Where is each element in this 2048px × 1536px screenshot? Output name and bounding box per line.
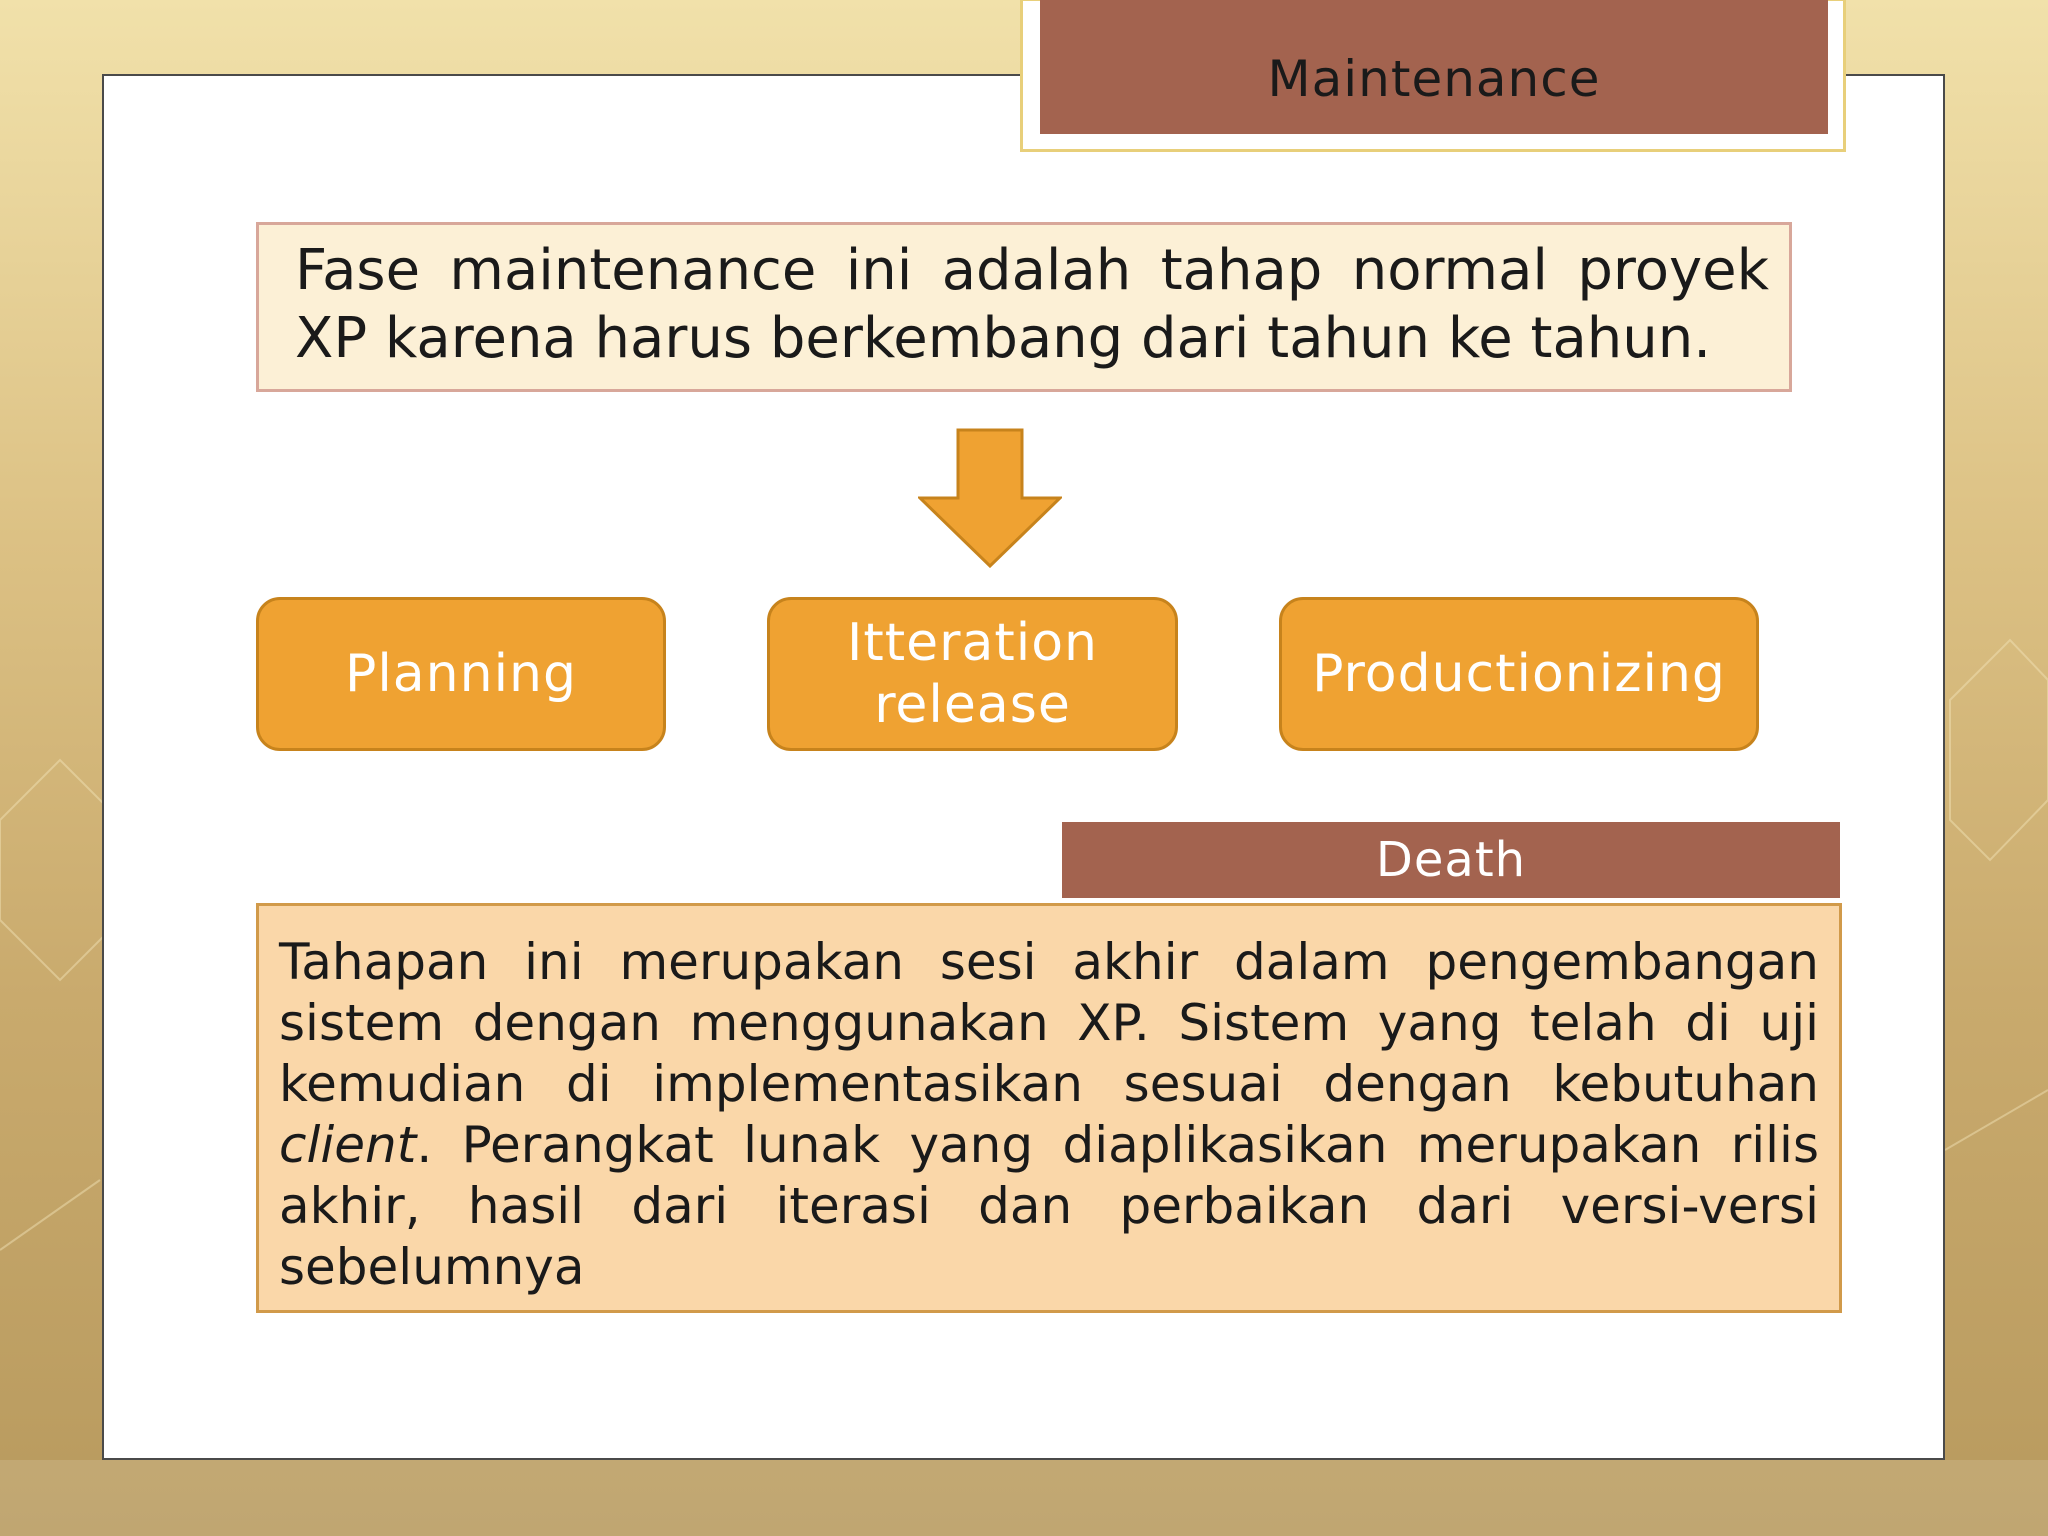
death-title: Death [1375,832,1527,888]
phase-planning [256,597,666,751]
down-arrow-icon [918,428,1062,568]
slide-title: Maintenance [1267,50,1601,108]
title-bar [1040,0,1828,134]
phase-itteration-release [767,597,1178,751]
death-text-part2: . Perangkat lunak yang diaplikasikan merupakan rilis akhir, hasil dari iterasi dan perbaikan dari versi-versi sebelumnya [279,1116,1819,1296]
phase-itteration-release-label: Itteration release [847,613,1098,735]
death-description [279,932,1819,1298]
phase-productionizing-label: Productionizing [1312,644,1726,704]
death-text-box [256,903,1842,1313]
death-header [1062,822,1840,898]
phase-productionizing [1279,597,1759,751]
intro-text: Fase maintenance ini adalah tahap normal proyek XP karena harus berkembang dari tahun ke tahun. [295,238,1769,371]
intro-text-box [256,222,1792,392]
death-text-part1: Tahapan ini merupakan sesi akhir dalam pengembangan sistem dengan menggunakan XP. Sistem yang telah di uji kemudian di implementasikan sesuai dengan kebutuhan [279,933,1819,1113]
death-text-client: client [279,1116,417,1174]
phase-planning-label: Planning [345,644,577,704]
